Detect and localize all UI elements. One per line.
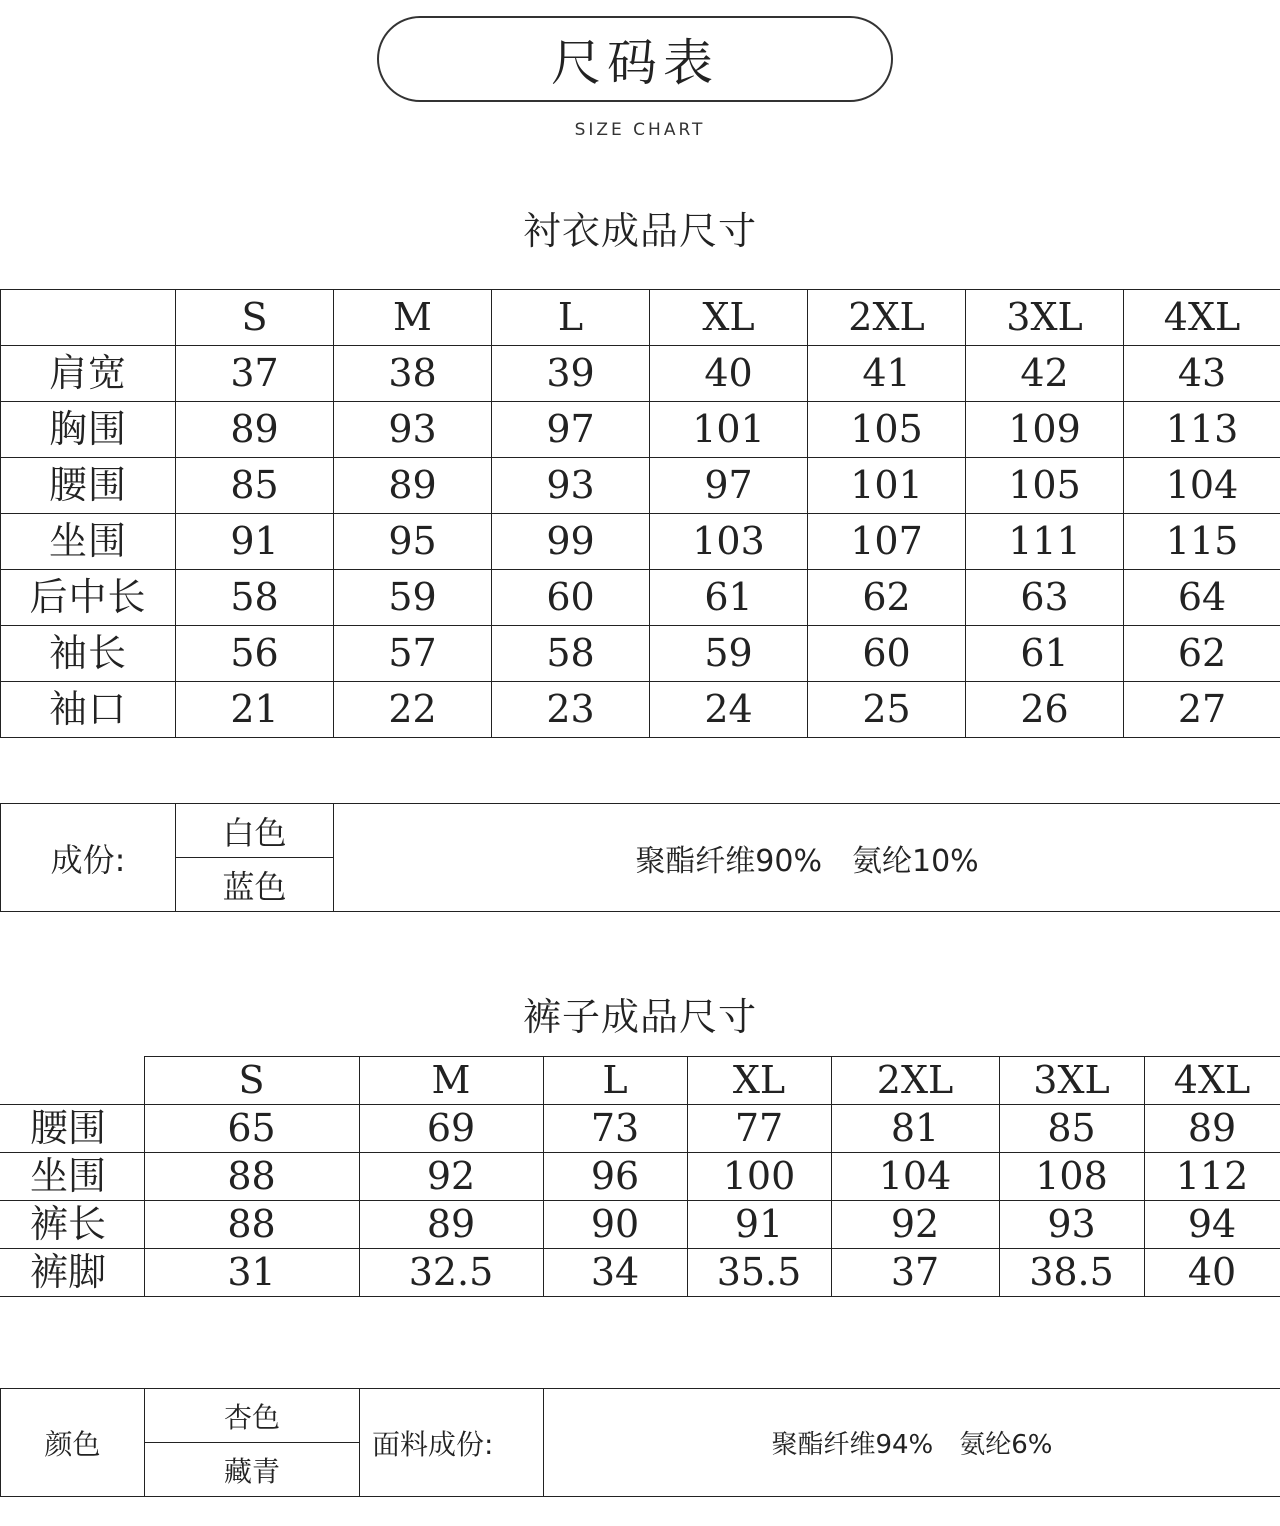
measurement-cell: 27 <box>1124 682 1280 738</box>
shirt-size-table <box>0 289 1280 738</box>
shirt-composition-table <box>0 803 1280 912</box>
measurement-cell: 85 <box>176 458 334 514</box>
measurement-cell: 99 <box>492 514 650 570</box>
row-label: 裤长 <box>0 1201 144 1249</box>
pants-material: 聚酯纤维94% 氨纶6% <box>544 1389 1280 1497</box>
measurement-cell: 97 <box>650 458 808 514</box>
measurement-cell: 108 <box>999 1153 1144 1201</box>
measurement-cell: 104 <box>1124 458 1280 514</box>
measurement-cell: 112 <box>1144 1153 1280 1201</box>
measurement-cell: 94 <box>1144 1201 1280 1249</box>
color-label: 颜色 <box>1 1389 145 1497</box>
measurement-cell: 63 <box>966 570 1124 626</box>
measurement-cell: 34 <box>543 1249 687 1297</box>
corner-cell <box>0 1057 144 1105</box>
measurement-cell: 104 <box>831 1153 999 1201</box>
row-label: 腰围 <box>0 1105 144 1153</box>
table-row <box>1 458 1280 514</box>
title-pill <box>377 16 893 102</box>
table-row <box>0 1249 1280 1297</box>
measurement-cell: 103 <box>650 514 808 570</box>
measurement-cell: 32.5 <box>359 1249 543 1297</box>
measurement-cell: 40 <box>650 346 808 402</box>
measurement-cell: 92 <box>831 1201 999 1249</box>
measurement-cell: 26 <box>966 682 1124 738</box>
measurement-cell: 42 <box>966 346 1124 402</box>
table-row <box>0 1153 1280 1201</box>
measurement-cell: 88 <box>144 1153 359 1201</box>
page-subtitle: SIZE CHART <box>574 120 706 140</box>
measurement-cell: 88 <box>144 1201 359 1249</box>
size-header: M <box>359 1057 543 1105</box>
color-blue: 蓝色 <box>176 858 334 912</box>
measurement-cell: 73 <box>543 1105 687 1153</box>
measurement-cell: 85 <box>999 1105 1144 1153</box>
measurement-cell: 37 <box>176 346 334 402</box>
measurement-cell: 43 <box>1124 346 1280 402</box>
size-header-row <box>0 1057 1280 1105</box>
measurement-cell: 62 <box>808 570 966 626</box>
table-row <box>1 682 1280 738</box>
measurement-cell: 89 <box>359 1201 543 1249</box>
size-header: 4XL <box>1144 1057 1280 1105</box>
measurement-cell: 105 <box>808 402 966 458</box>
measurement-cell: 101 <box>808 458 966 514</box>
measurement-cell: 97 <box>492 402 650 458</box>
size-header: XL <box>650 290 808 346</box>
measurement-cell: 24 <box>650 682 808 738</box>
size-header: 3XL <box>999 1057 1144 1105</box>
measurement-cell: 109 <box>966 402 1124 458</box>
measurement-cell: 111 <box>966 514 1124 570</box>
measurement-cell: 56 <box>176 626 334 682</box>
row-label: 胸围 <box>1 402 176 458</box>
measurement-cell: 95 <box>334 514 492 570</box>
shirt-section-title: 衬衣成品尺寸 <box>522 209 757 253</box>
measurement-cell: 107 <box>808 514 966 570</box>
measurement-cell: 64 <box>1124 570 1280 626</box>
pants-section-title: 裤子成品尺寸 <box>522 995 757 1039</box>
table-row <box>1 402 1280 458</box>
table-row <box>1 570 1280 626</box>
measurement-cell: 113 <box>1124 402 1280 458</box>
pants-size-table <box>0 1056 1280 1297</box>
page-title: 尺码表 <box>551 34 719 92</box>
measurement-cell: 90 <box>543 1201 687 1249</box>
pants-composition-table <box>0 1388 1280 1497</box>
color-white: 白色 <box>176 804 334 858</box>
measurement-cell: 101 <box>650 402 808 458</box>
measurement-cell: 58 <box>176 570 334 626</box>
size-header: 2XL <box>808 290 966 346</box>
size-header: L <box>543 1057 687 1105</box>
measurement-cell: 89 <box>1144 1105 1280 1153</box>
size-header: XL <box>687 1057 831 1105</box>
measurement-cell: 89 <box>334 458 492 514</box>
measurement-cell: 115 <box>1124 514 1280 570</box>
measurement-cell: 93 <box>492 458 650 514</box>
color-apricot: 杏色 <box>145 1389 360 1443</box>
measurement-cell: 77 <box>687 1105 831 1153</box>
row-label: 腰围 <box>1 458 176 514</box>
measurement-cell: 37 <box>831 1249 999 1297</box>
size-header: 2XL <box>831 1057 999 1105</box>
measurement-cell: 41 <box>808 346 966 402</box>
measurement-cell: 91 <box>687 1201 831 1249</box>
size-header: 3XL <box>966 290 1124 346</box>
measurement-cell: 23 <box>492 682 650 738</box>
measurement-cell: 22 <box>334 682 492 738</box>
measurement-cell: 96 <box>543 1153 687 1201</box>
measurement-cell: 57 <box>334 626 492 682</box>
measurement-cell: 58 <box>492 626 650 682</box>
table-row <box>1 626 1280 682</box>
measurement-cell: 21 <box>176 682 334 738</box>
color-navy: 藏青 <box>145 1443 360 1497</box>
measurement-cell: 100 <box>687 1153 831 1201</box>
row-label: 袖长 <box>1 626 176 682</box>
measurement-cell: 93 <box>999 1201 1144 1249</box>
table-row <box>0 1201 1280 1249</box>
measurement-cell: 69 <box>359 1105 543 1153</box>
measurement-cell: 35.5 <box>687 1249 831 1297</box>
table-row <box>1 346 1280 402</box>
measurement-cell: 59 <box>334 570 492 626</box>
measurement-cell: 38 <box>334 346 492 402</box>
row-label: 坐围 <box>1 514 176 570</box>
row-label: 后中长 <box>1 570 176 626</box>
measurement-cell: 25 <box>808 682 966 738</box>
composition-label: 成份: <box>1 804 176 912</box>
measurement-cell: 60 <box>808 626 966 682</box>
measurement-cell: 92 <box>359 1153 543 1201</box>
size-header: S <box>144 1057 359 1105</box>
row-label: 袖口 <box>1 682 176 738</box>
measurement-cell: 38.5 <box>999 1249 1144 1297</box>
size-header-row <box>1 290 1280 346</box>
measurement-cell: 59 <box>650 626 808 682</box>
table-row <box>0 1105 1280 1153</box>
size-header: M <box>334 290 492 346</box>
measurement-cell: 40 <box>1144 1249 1280 1297</box>
measurement-cell: 105 <box>966 458 1124 514</box>
fabric-label: 面料成份: <box>360 1389 544 1497</box>
size-header: L <box>492 290 650 346</box>
table-row <box>1 514 1280 570</box>
measurement-cell: 60 <box>492 570 650 626</box>
measurement-cell: 61 <box>966 626 1124 682</box>
measurement-cell: 89 <box>176 402 334 458</box>
size-header: 4XL <box>1124 290 1280 346</box>
row-label: 肩宽 <box>1 346 176 402</box>
measurement-cell: 31 <box>144 1249 359 1297</box>
measurement-cell: 62 <box>1124 626 1280 682</box>
measurement-cell: 61 <box>650 570 808 626</box>
corner-cell <box>1 290 176 346</box>
row-label: 坐围 <box>0 1153 144 1201</box>
size-header: S <box>176 290 334 346</box>
measurement-cell: 81 <box>831 1105 999 1153</box>
measurement-cell: 65 <box>144 1105 359 1153</box>
shirt-material: 聚酯纤维90% 氨纶10% <box>334 804 1280 912</box>
measurement-cell: 39 <box>492 346 650 402</box>
measurement-cell: 91 <box>176 514 334 570</box>
row-label: 裤脚 <box>0 1249 144 1297</box>
measurement-cell: 93 <box>334 402 492 458</box>
